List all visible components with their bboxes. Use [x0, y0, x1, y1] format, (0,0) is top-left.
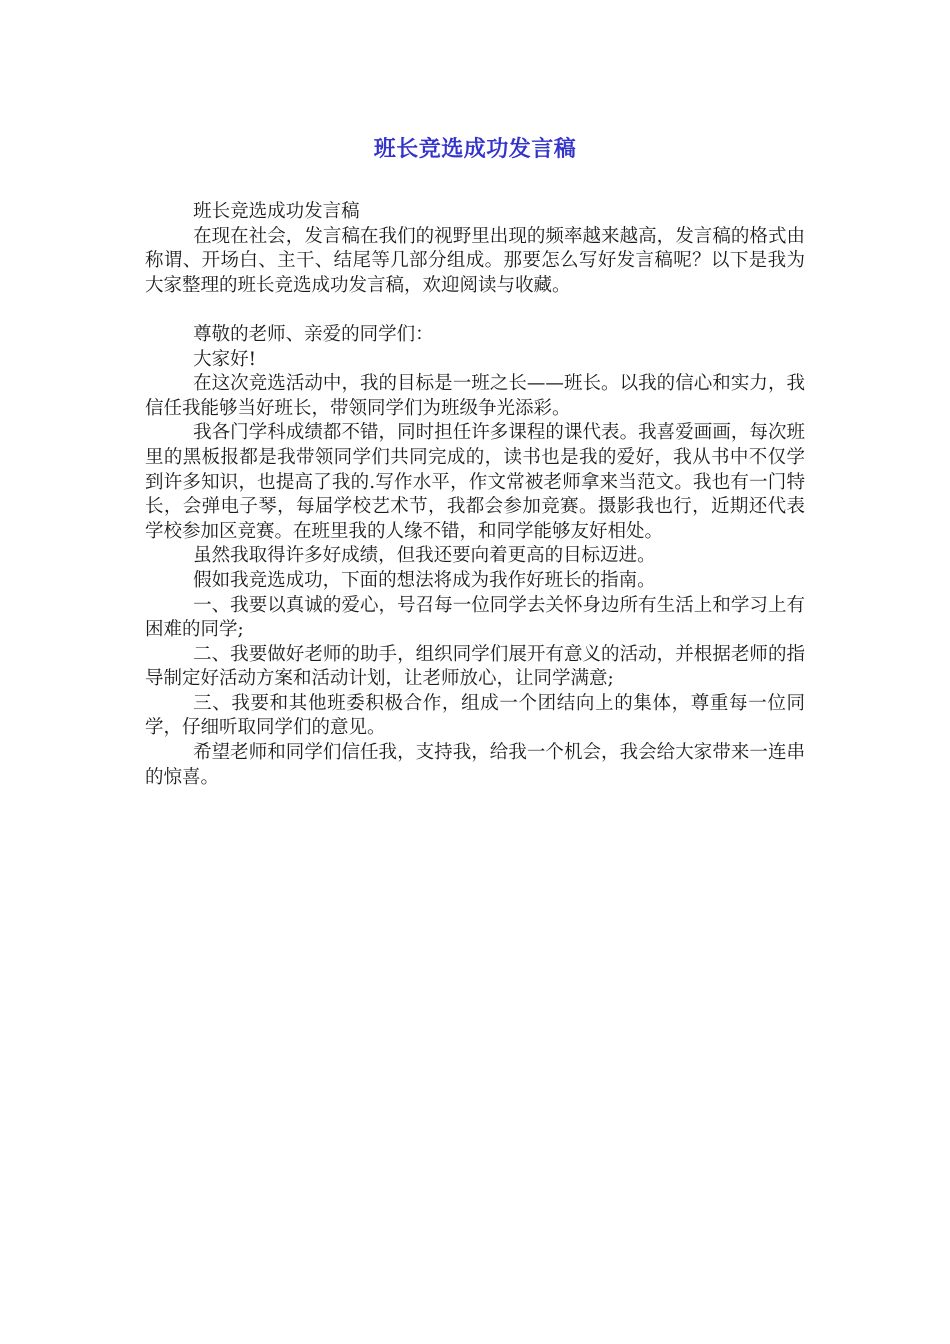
document-title: 班长竞选成功发言稿 [373, 137, 577, 162]
paragraph-greeting: 大家好! [193, 348, 257, 370]
paragraph-goal: 在这次竞选活动中，我的目标是一班之长——班长。以我的信心和实力，我信任我能够当好班长，带领同学们为班级争光添彩。 [145, 373, 805, 419]
paragraph-closing: 希望老师和同学们信任我，支持我，给我一个机会，我会给大家带来一连串的惊喜。 [145, 742, 805, 788]
paragraph-plan-2: 二、我要做好老师的助手，组织同学们展开有意义的活动，并根据老师的指导制定好活动方案和活动计划，让老师放心，让同学满意; [145, 643, 805, 690]
paragraph-heading: 班长竞选成功发言稿 [193, 201, 360, 222]
paragraph-plan-3: 三、我要和其他班委积极合作，组成一个团结向上的集体，尊重每一位同学，仔细听取同学们的意见。 [145, 692, 805, 739]
paragraph-gap [145, 298, 805, 323]
document-body [145, 200, 805, 790]
paragraph-achievements: 我各门学科成绩都不错，同时担任许多课程的课代表。我喜爱画画，每次班里的黑板报都是我带领同学们共同完成的，读书也是我的爱好，我从书中不仅学到许多知识，也提高了我的.写作水平，作文常被老师拿来当范文。我也有一门特长，会弹电子琴，每届学校艺术节，我都会参加竞赛。摄影我也行，近期还代表学校参加区竞赛。在班里我的人缘不错，和同学能够友好相处。 [145, 422, 805, 542]
paragraph-plan-intro: 假如我竞选成功，下面的想法将成为我作好班长的指南。 [193, 569, 656, 591]
paragraph-salutation: 尊敬的老师、亲爱的同学们： [193, 323, 434, 345]
paragraph-plan-1: 一、我要以真诚的爱心，号召每一位同学去关怀身边所有生活上和学习上有困难的同学; [145, 594, 805, 641]
paragraph-ambition: 虽然我取得许多好成绩，但我还要向着更高的目标迈进。 [193, 545, 656, 567]
paragraph-intro: 在现在社会，发言稿在我们的视野里出现的频率越来越高，发言稿的格式由称谓、开场白、主干、结尾等几部分组成。那要怎么写好发言稿呢？以下是我为大家整理的班长竞选成功发言稿，欢迎阅读与收藏。 [145, 225, 805, 296]
